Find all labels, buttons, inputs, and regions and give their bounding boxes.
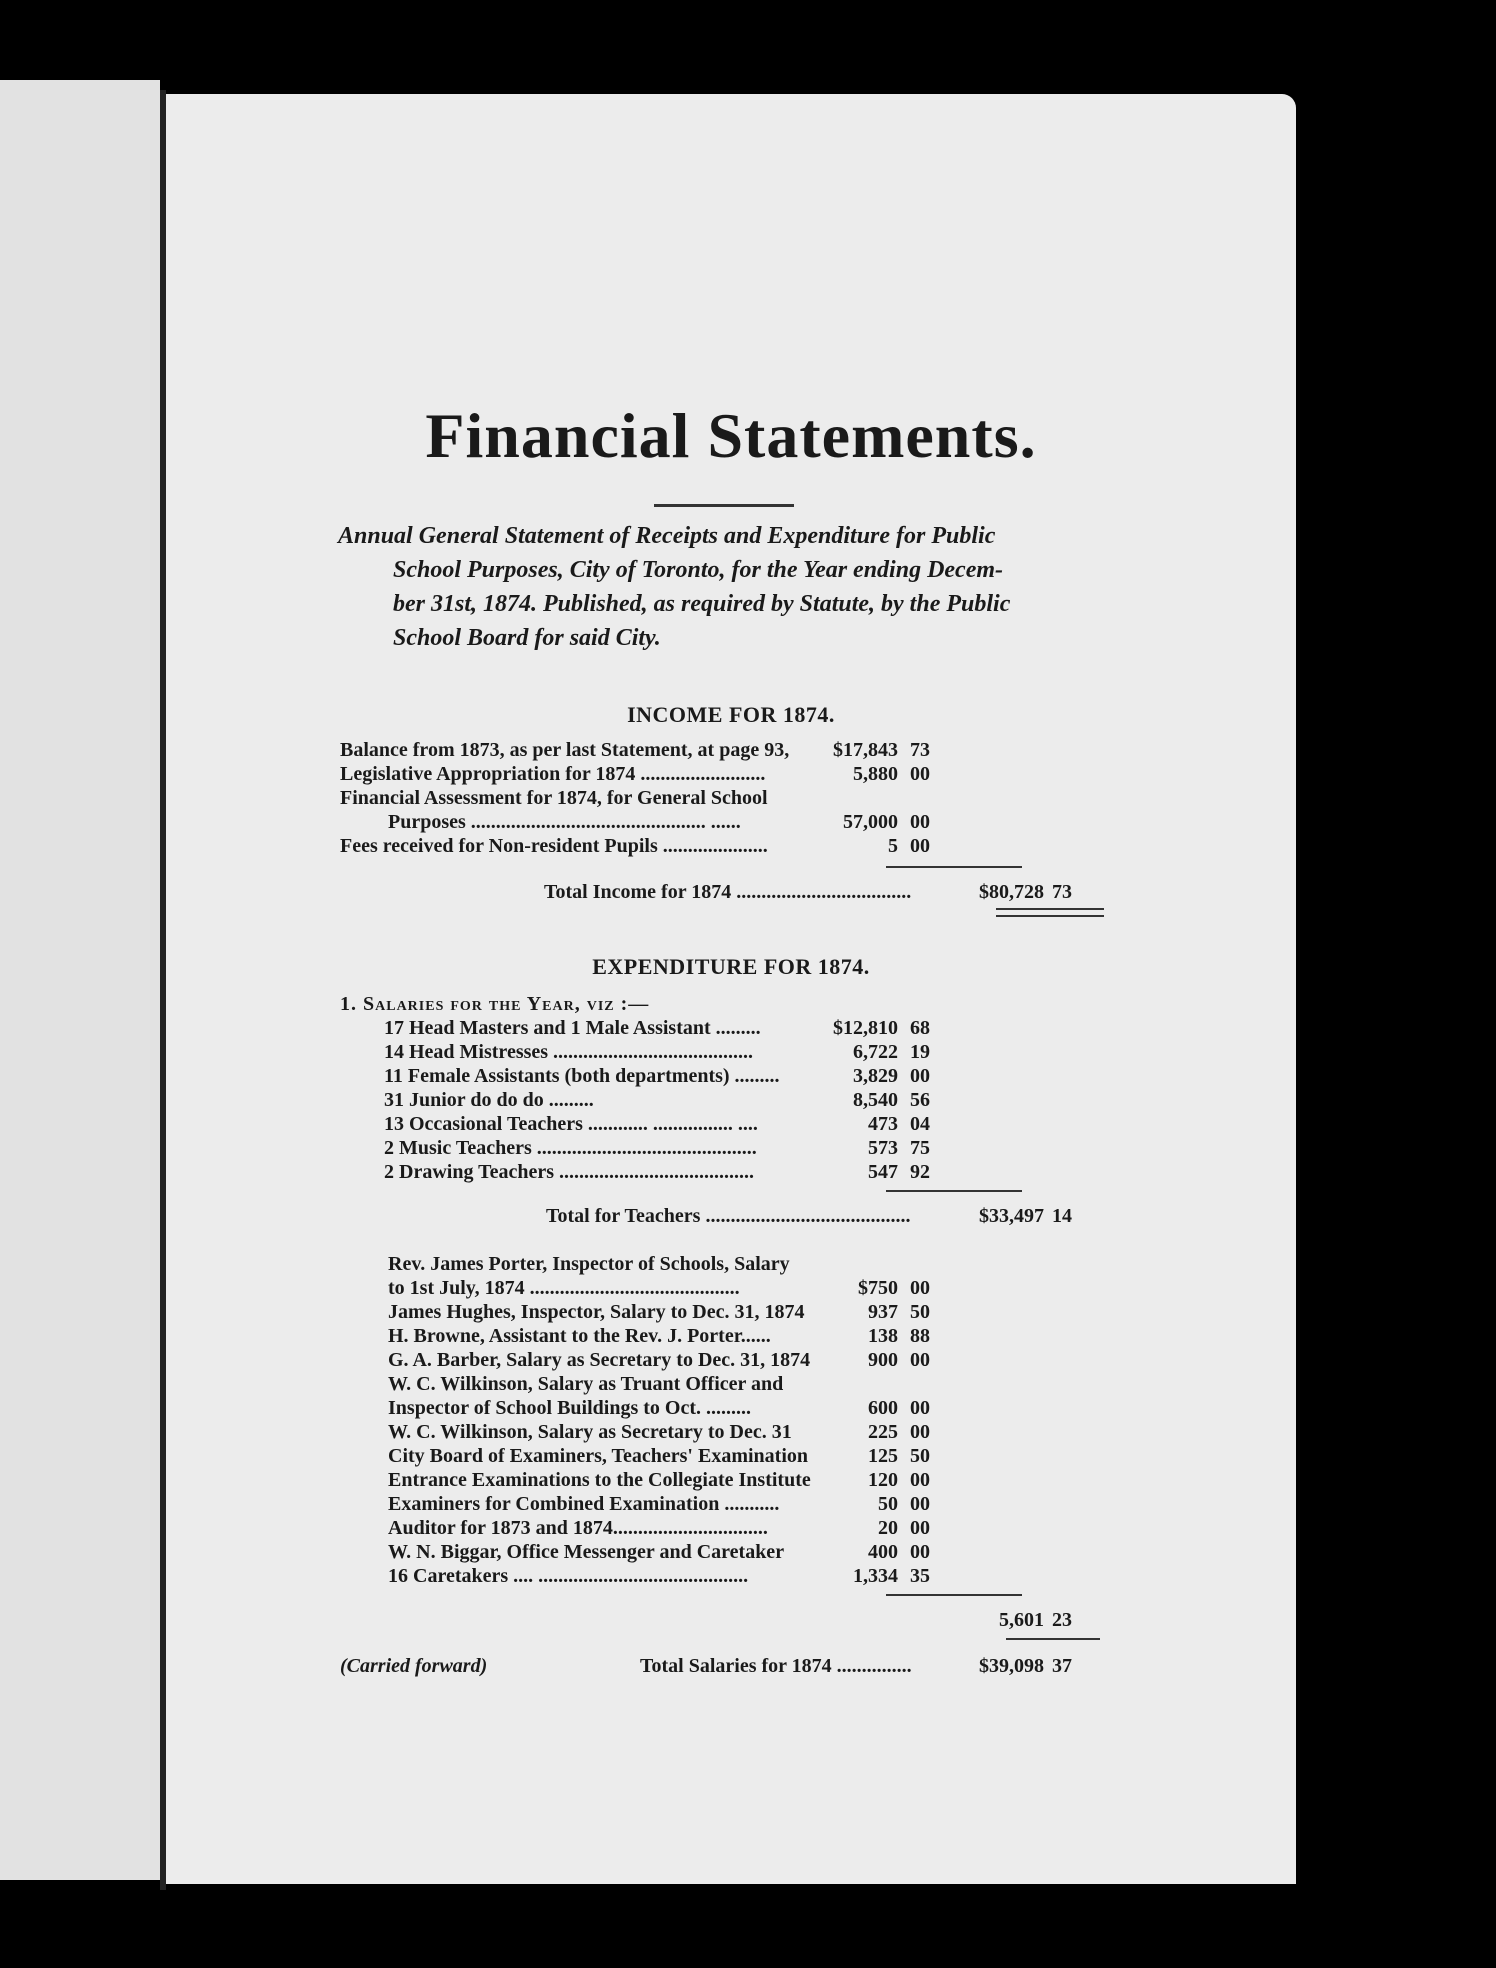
- teacher-salary-row-label: 17 Head Masters and 1 Male Assistant .........: [384, 1017, 761, 1039]
- teacher-salary-row-dollars: 473: [868, 1113, 898, 1135]
- intro-line-3: ber 31st, 1874. Published, as required by Statute, by the Public: [393, 591, 1011, 617]
- other-salaries-rule: [886, 1594, 1022, 1596]
- teacher-salary-row-dollars: 8,540: [853, 1089, 898, 1111]
- other-salary-row-cents: 00: [910, 1541, 930, 1563]
- teacher-salary-row-label: 31 Junior do do do .........: [384, 1089, 594, 1111]
- teacher-salary-row-label: 2 Music Teachers ............................................: [384, 1137, 757, 1159]
- income-total-rule: [996, 908, 1104, 917]
- other-salary-row-dollars: 1,334: [853, 1565, 898, 1587]
- intro-line-2: School Purposes, City of Toronto, for the Year ending Decem-: [393, 557, 1004, 583]
- teacher-salary-row-dollars: 6,722: [853, 1041, 898, 1063]
- other-salaries-total-cents: 23: [1052, 1609, 1072, 1631]
- income-row-cents: 00: [910, 835, 930, 857]
- teachers-subtotal-rule: [886, 1190, 1022, 1192]
- other-salary-row-dollars: 50: [878, 1493, 898, 1515]
- other-salary-row-label: W. N. Biggar, Office Messenger and Caretaker: [388, 1541, 785, 1563]
- teachers-total-dollars: $33,497: [979, 1205, 1044, 1227]
- teacher-salary-row-cents: 92: [910, 1161, 930, 1183]
- other-salary-row-cents: 00: [910, 1277, 930, 1299]
- other-salary-row-dollars: 400: [868, 1541, 898, 1563]
- teacher-salary-row-cents: 04: [910, 1113, 930, 1135]
- income-total-cents: 73: [1052, 881, 1072, 903]
- other-salary-row-label: Inspector of School Buildings to Oct. .........: [388, 1397, 751, 1419]
- teacher-salary-row-label: 11 Female Assistants (both departments) .........: [384, 1065, 780, 1087]
- document-page: [166, 94, 1296, 1884]
- teacher-salary-row-dollars: $12,810: [833, 1017, 898, 1039]
- other-salary-row-cents: 35: [910, 1565, 930, 1587]
- income-row-cents: 00: [910, 811, 930, 833]
- carried-forward-note: (Carried forward): [340, 1655, 488, 1677]
- other-salary-row-label: Rev. James Porter, Inspector of Schools, Salary: [388, 1253, 790, 1275]
- other-salary-row-cents: 00: [910, 1469, 930, 1491]
- income-row-label: Balance from 1873, as per last Statement, at page 93,: [340, 739, 790, 761]
- salaries-total-dollars: $39,098: [979, 1655, 1044, 1677]
- page-title: Financial Statements.: [425, 400, 1037, 471]
- income-row-dollars: $17,843: [833, 739, 898, 761]
- other-salary-row-cents: 00: [910, 1349, 930, 1371]
- other-salary-row-label: H. Browne, Assistant to the Rev. J. Porter......: [388, 1325, 771, 1347]
- teacher-salary-row-label: 14 Head Mistresses ........................................: [384, 1041, 754, 1063]
- income-total-label: Total Income for 1874 ...................................: [544, 881, 912, 903]
- other-salary-row-cents: 50: [910, 1445, 930, 1467]
- other-salary-row-label: to 1st July, 1874 ..........................................: [388, 1277, 740, 1299]
- other-salary-row-dollars: 225: [868, 1421, 898, 1443]
- income-row-dollars: 57,000: [843, 811, 898, 833]
- income-row-label: Financial Assessment for 1874, for General School: [340, 787, 768, 809]
- other-salaries-total-dollars: 5,601: [999, 1609, 1044, 1631]
- other-salary-row-label: Entrance Examinations to the Collegiate Institute: [388, 1469, 811, 1491]
- intro-line-1: Annual General Statement of Receipts and Expenditure for Public: [338, 523, 996, 549]
- other-salary-row-label: 16 Caretakers .... ..........................................: [388, 1565, 749, 1587]
- other-salary-row-dollars: 120: [868, 1469, 898, 1491]
- income-total-dollars: $80,728: [979, 881, 1044, 903]
- other-salary-row-dollars: 125: [868, 1445, 898, 1467]
- teachers-total-cents: 14: [1052, 1205, 1072, 1227]
- income-row-dollars: 5: [888, 835, 898, 857]
- other-salary-row-label: W. C. Wilkinson, Salary as Secretary to Dec. 31: [388, 1421, 792, 1443]
- other-salary-row-dollars: 600: [868, 1397, 898, 1419]
- teacher-salary-row-cents: 75: [910, 1137, 930, 1159]
- other-salary-row-cents: 00: [910, 1517, 930, 1539]
- teachers-total-label: Total for Teachers .........................................: [546, 1205, 911, 1227]
- other-salary-row-cents: 50: [910, 1301, 930, 1323]
- facing-page-margin: [0, 80, 160, 1880]
- income-row-label: Purposes ............................................... ......: [388, 811, 741, 833]
- income-row-dollars: 5,880: [853, 763, 898, 785]
- other-salary-row-dollars: 20: [878, 1517, 898, 1539]
- teacher-salary-row-cents: 56: [910, 1089, 930, 1111]
- other-salary-row-cents: 88: [910, 1325, 930, 1347]
- teacher-salary-row-label: 13 Occasional Teachers ............ ................ ....: [384, 1113, 758, 1135]
- other-salary-row-cents: 00: [910, 1421, 930, 1443]
- title-rule: [654, 504, 794, 507]
- salaries-section-label: 1. Salaries for the Year, viz :—: [340, 993, 650, 1015]
- other-salary-row-dollars: 900: [868, 1349, 898, 1371]
- teacher-salary-row-dollars: 547: [868, 1161, 898, 1183]
- other-salary-row-label: City Board of Examiners, Teachers' Examination: [388, 1445, 809, 1467]
- expenditure-heading: EXPENDITURE FOR 1874.: [592, 954, 870, 979]
- other-salary-row-label: Examiners for Combined Examination ...........: [388, 1493, 780, 1515]
- income-row-cents: 73: [910, 739, 930, 761]
- income-row-cents: 00: [910, 763, 930, 785]
- salaries-total-label: Total Salaries for 1874 ...............: [640, 1655, 912, 1677]
- teacher-salary-row-dollars: 3,829: [853, 1065, 898, 1087]
- other-salary-row-dollars: $750: [858, 1277, 898, 1299]
- teacher-salary-row-cents: 68: [910, 1017, 930, 1039]
- intro-line-4: School Board for said City.: [393, 625, 661, 651]
- other-salary-row-label: W. C. Wilkinson, Salary as Truant Officer and: [388, 1373, 784, 1395]
- income-row-label: Fees received for Non-resident Pupils .....................: [340, 835, 768, 857]
- other-salary-row-cents: 00: [910, 1493, 930, 1515]
- teacher-salary-row-cents: 19: [910, 1041, 930, 1063]
- other-salary-row-label: G. A. Barber, Salary as Secretary to Dec. 31, 1874: [388, 1349, 811, 1371]
- teacher-salary-row-cents: 00: [910, 1065, 930, 1087]
- other-salary-row-label: James Hughes, Inspector, Salary to Dec. 31, 1874: [388, 1301, 805, 1323]
- income-subtotal-rule: [886, 866, 1022, 868]
- income-heading: INCOME FOR 1874.: [627, 702, 835, 727]
- teacher-salary-row-label: 2 Drawing Teachers .......................................: [384, 1161, 754, 1183]
- teacher-salary-row-dollars: 573: [868, 1137, 898, 1159]
- other-salary-row-dollars: 937: [868, 1301, 898, 1323]
- other-salary-row-cents: 00: [910, 1397, 930, 1419]
- salaries-total-cents: 37: [1052, 1655, 1072, 1677]
- intro-paragraph: [338, 519, 1128, 655]
- other-salary-row-label: Auditor for 1873 and 1874...............................: [388, 1517, 768, 1539]
- income-row-label: Legislative Appropriation for 1874 .........................: [340, 763, 766, 785]
- salaries-total-rule: [1006, 1638, 1100, 1640]
- other-salary-row-dollars: 138: [868, 1325, 898, 1347]
